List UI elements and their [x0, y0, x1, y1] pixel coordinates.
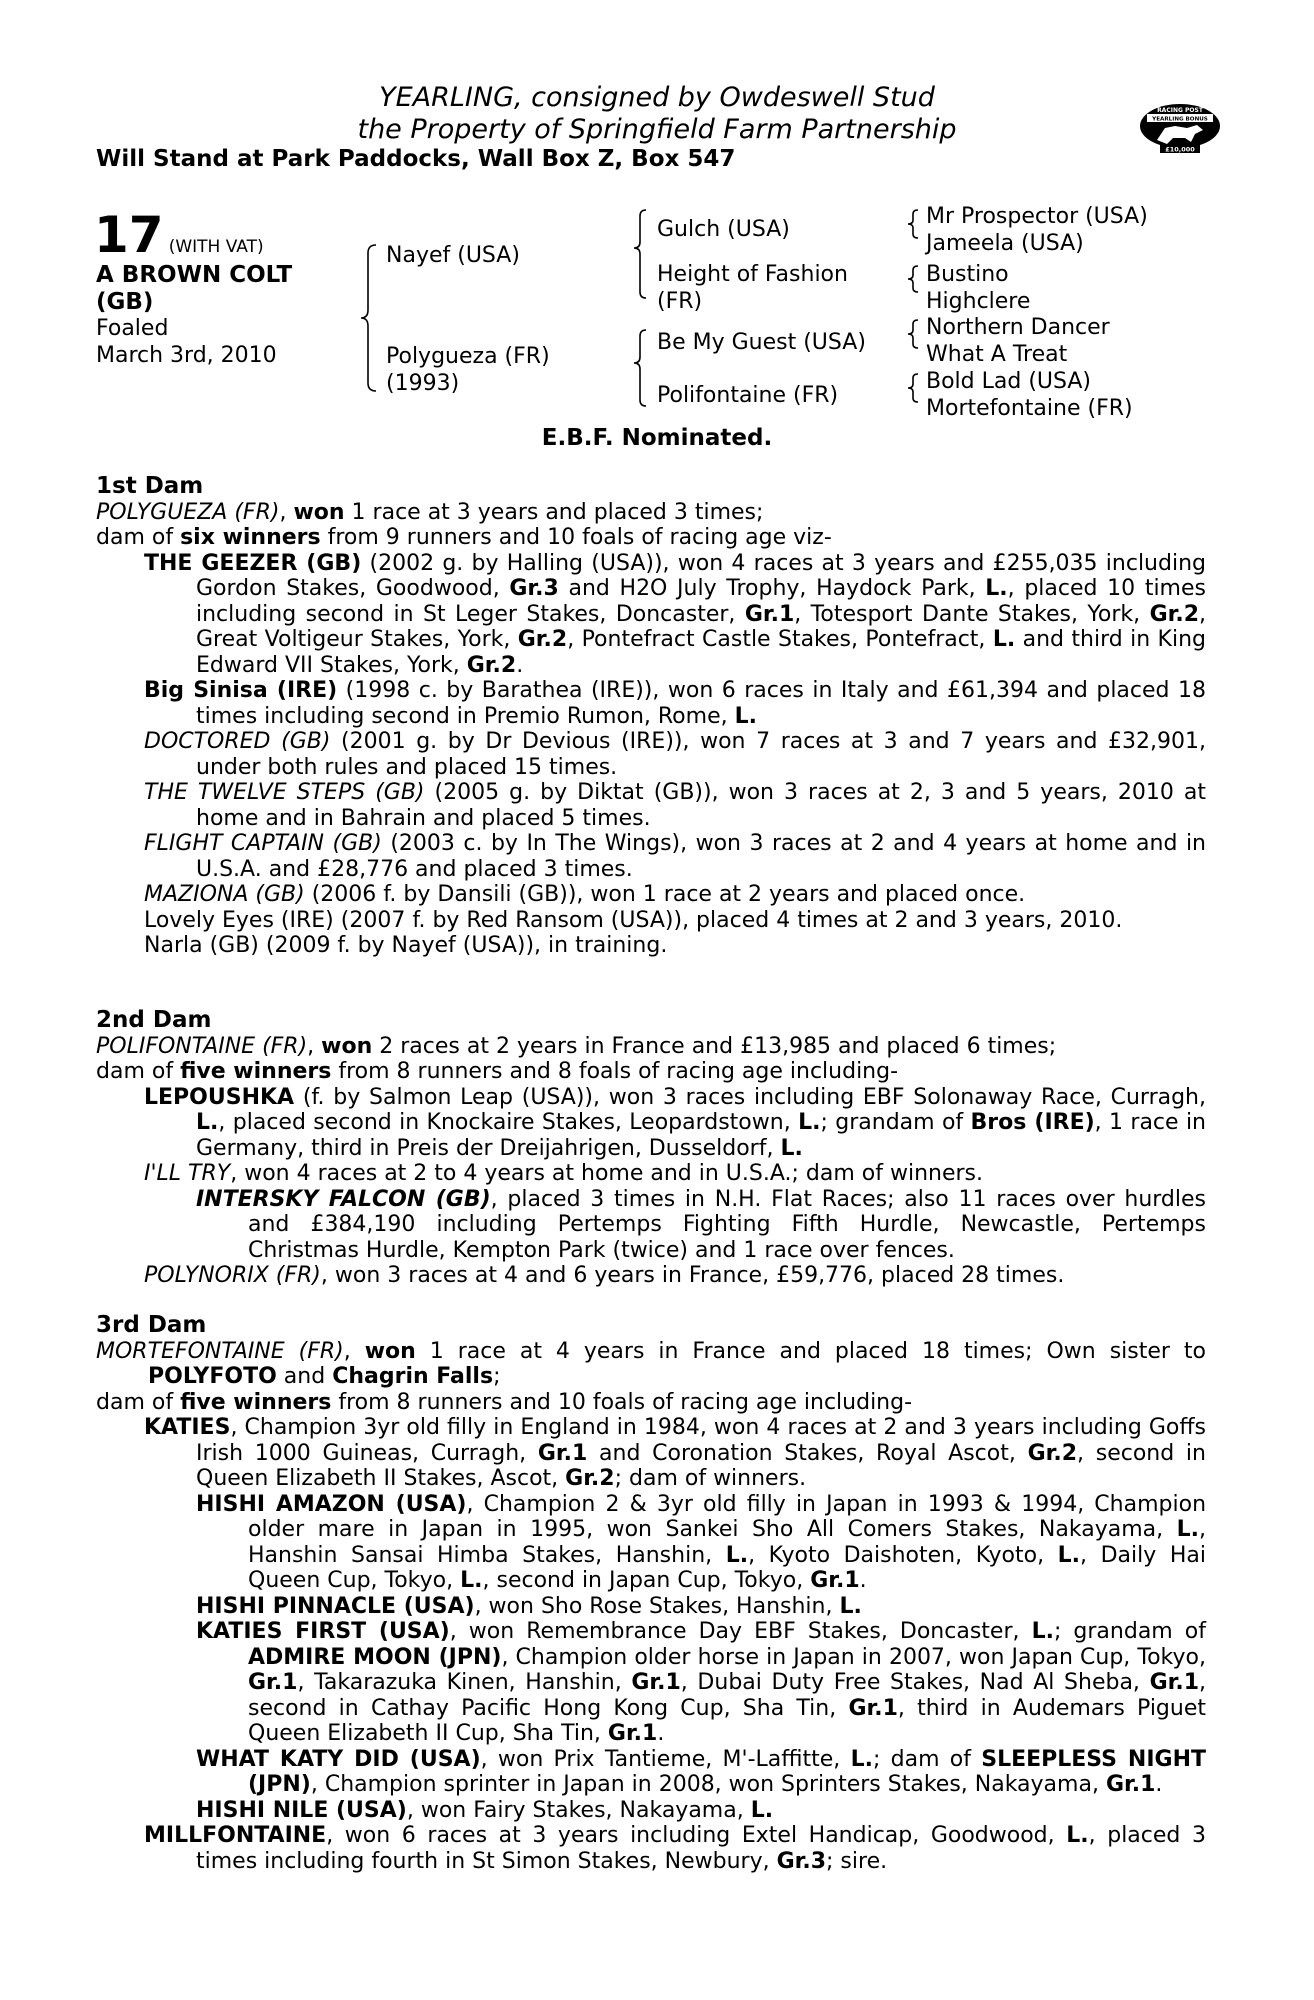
third-dam-section: 3rd Dam MORTEFONTAINE (FR), won 1 race at 4 years in France and placed 18 times; Own sister to POLYFOTO and Chagrin Falls; dam of five winners from 8 runners and 10 foals of racing age including- KATIES, Champion 3yr old filly in England in 1984, won 4 races at 2 and 3 years including Goffs Irish 1000 Guineas, Curragh, Gr.1 and Coronation Stakes, Royal Ascot, Gr.2, second in Queen Elizabeth II Stakes, Ascot, Gr.2; dam of winners. HISHI AMAZON (USA), Champion 2 & 3yr old filly in Japan in 1993 & 1994, Champion older mare in Japan in 1995, won Sankei Sho All Comers Stakes, Nakayama, L., Hanshin Sansai Himba Stakes, Hanshin, L., Kyoto Daishoten, Kyoto, L., Daily Hai Queen Cup, Tokyo, L., second in Japan Cup, Tokyo, Gr.1. HISHI PINNACLE (USA), won Sho Rose Stakes, Hanshin, L. KATIES FIRST (USA), won Remembrance Day EBF Stakes, Doncaster, L.; grandam of ADMIRE MOON (JPN), Champion older horse in Japan in 2007, won Japan Cup, Tokyo, Gr.1, Takarazuka Kinen, Hanshin, Gr.1, Dubai Duty Free Stakes, Nad Al Sheba, Gr.1, second in Cathay Pacific Hong Kong Cup, Sha Tin, Gr.1, third in Audemars Piguet Queen Elizabeth II Cup, Sha Tin, Gr.1. WHAT KATY DID (USA), won Prix Tantieme, M'-Laffitte, L.; dam of SLEEPLESS NIGHT (JPN), Champion sprinter in Japan in 2008, won Sprinters Stakes, Nakayama, Gr.1. HISHI NILE (USA), won Fairy Stakes, Nakayama, L. MILLFONTAINE, won 6 races at 3 years including Extel Handicap, Goodwood, L., placed 3 times including fourth in St Simon Stakes, Newbury, Gr.3; sire. [96, 1312, 1207, 1874]
vat-label: (WITH VAT) [168, 237, 264, 257]
sire: Nayef (USA) [386, 243, 520, 268]
produce-entry: THE GEEZER (GB) (2002 g. by Halling (USA)), won 4 races at 3 years and £255,035 including Gordon Stakes, Goodwood, Gr.3 and H2O July Trophy, Haydock Park, L., placed 10 times including second in St Leger Stakes, Doncaster, Gr.1, Totesport Dante Stakes, York, Gr.2, Great Voltigeur Stakes, York, Gr.2, Pontefract Castle Stakes, Pontefract, L. and third in King Edward VII Stakes, York, Gr.2. [144, 550, 1206, 678]
sdd: Highclere [926, 289, 1031, 314]
first-dam-heading: 1st Dam [96, 473, 204, 499]
produce-entry: Big Sinisa (IRE) (1998 c. by Barathea (IRE)), won 6 races in Italy and £61,394 and placed 18 times including second in Premio Rumon, Rome, L. [144, 678, 1206, 729]
produce-entry: MAZIONA (GB) (2006 f. by Dansili (GB)), won 1 race at 2 years and placed once. [144, 882, 1026, 907]
produce-entry: MILLFONTAINE, won 6 races at 3 years including Extel Handicap, Goodwood, L., placed 3 times including fourth in St Simon Stakes, Newbury, Gr.3; sire. [144, 1823, 1206, 1874]
first-dam-name: POLYGUEZA (FR) [96, 499, 280, 525]
foaled-label: Foaled [96, 316, 169, 341]
logo-amount: £10,000 [1165, 145, 1195, 154]
produce-entry: DOCTORED (GB) (2001 g. by Dr Devious (IRE)), won 7 races at 3 and 7 years and £32,901, under both rules and placed 15 times. [144, 729, 1206, 780]
dsd: What A Treat [926, 342, 1068, 367]
sire-of-dam: Be My Guest (USA) [657, 330, 866, 355]
produce-entry: I'LL TRY, won 4 races at 2 to 4 years at home and in U.S.A.; dam of winners. [144, 1161, 983, 1186]
logo-mid-text: YEARLING BONUS [1152, 116, 1208, 123]
produce-entry: KATIES, Champion 3yr old filly in England in 1984, won 4 races at 2 and 3 years including Goffs Irish 1000 Guineas, Curragh, Gr.1 and Coronation Stakes, Royal Ascot, Gr.2, second in Queen Elizabeth II Stakes, Ascot, Gr.2; dam of winners. [144, 1415, 1206, 1491]
produce-entry: POLYNORIX (FR), won 3 races at 4 and 6 years in France, £59,776, placed 28 times. [144, 1263, 1065, 1288]
produce-entry-grandchild: INTERSKY FALCON (GB), placed 3 times in N.H. Flat Races; also 11 races over hurdles and £384,190 including Pertemps Fighting Fifth Hurdle, Newcastle, Pertemps Christmas Hurdle, Kempton Park (twice) and 1 race over fences. [196, 1186, 1206, 1263]
ssd: Jameela (USA) [926, 231, 1084, 256]
produce-entry-grandchild: HISHI AMAZON (USA), Champion 2 & 3yr old filly in Japan in 1993 & 1994, Champion older mare in Japan in 1995, won Sankei Sho All Comers Stakes, Nakayama, L., Hanshin Sansai Himba Stakes, Hanshin, L., Kyoto Daishoten, Kyoto, L., Daily Hai Queen Cup, Tokyo, L., second in Japan Cup, Tokyo, Gr.1. [196, 1491, 1207, 1593]
produce-entry-grandchild: KATIES FIRST (USA), won Remembrance Day EBF Stakes, Doncaster, L.; grandam of ADMIRE MOON (JPN), Champion older horse in Japan in 2007, won Japan Cup, Tokyo, Gr.1, Takarazuka Kinen, Hanshin, Gr.1, Dubai Duty Free Stakes, Nad Al Sheba, Gr.1, second in Cathay Pacific Hong Kong Cup, Sha Tin, Gr.1, third in Audemars Piguet Queen Elizabeth II Cup, Sha Tin, Gr.1. [196, 1619, 1207, 1746]
ebf-nominated: E.B.F. Nominated. [541, 425, 773, 451]
dam-year: (1993) [386, 371, 460, 396]
sds: Bustino [926, 262, 1009, 287]
stand-location: Will Stand at Park Paddocks, Wall Box Z, Box 547 [96, 146, 736, 172]
third-dam-heading: 3rd Dam [96, 1312, 207, 1338]
dam-of-dam: Polifontaine (FR) [657, 383, 839, 408]
dam: Polygueza (FR) [386, 344, 550, 369]
dam-of-sire: Height of Fashion [657, 262, 848, 287]
produce-entry: THE TWELVE STEPS (GB) (2005 g. by Diktat (GB)), won 3 races at 2, 3 and 5 years, 2010 at home and in Bahrain and placed 5 times. [144, 780, 1206, 831]
second-dam-name: POLIFONTAINE (FR) [96, 1033, 308, 1059]
ddd: Mortefontaine (FR) [926, 396, 1133, 421]
lot-origin: (GB) [96, 289, 154, 315]
lot-number: 17 [94, 206, 164, 264]
logo-top-text: RACING POST [1157, 107, 1203, 114]
lot-description: A BROWN COLT [96, 262, 293, 288]
dss: Northern Dancer [926, 315, 1110, 340]
sire-of-sire: Gulch (USA) [657, 217, 790, 242]
header-line-2: the Property of Springfield Farm Partnership [357, 114, 957, 145]
produce-entry-grandchild: WHAT KATY DID (USA), won Prix Tantieme, M'-Laffitte, L.; dam of SLEEPLESS NIGHT (JPN), Champion sprinter in Japan in 2008, won Sprinters Stakes, Nakayama, Gr.1. [196, 1746, 1207, 1797]
produce-entry-grandchild: HISHI NILE (USA), won Fairy Stakes, Nakayama, L. [196, 1797, 774, 1823]
produce-entry: Lovely Eyes (IRE) (2007 f. by Red Ransom (USA)), placed 4 times at 2 and 3 years, 2010. [144, 907, 1123, 933]
first-dam-section: 1st Dam POLYGUEZA (FR), won 1 race at 3 years and placed 3 times; dam of six winners from 9 runners and 10 foals of racing age viz- THE GEEZER (GB) (2002 g. by Halling (USA)), won 4 races at 3 years and £255,035 including Gordon Stakes, Goodwood, Gr.3 and H2O July Trophy, Haydock Park, L., placed 10 times including second in St Leger Stakes, Doncaster, Gr.1, Totesport Dante Stakes, York, Gr.2, Great Voltigeur Stakes, York, Gr.2, Pontefract Castle Stakes, Pontefract, L. and third in King Edward VII Stakes, York, Gr.2. Big Sinisa (IRE) (1998 c. by Barathea (IRE)), won 6 races in Italy and £61,394 and placed 18 times including second in Premio Rumon, Rome, L. DOCTORED (GB) (2001 g. by Dr Devious (IRE)), won 7 races at 3 and 7 years and £32,901, under both rules and placed 15 times. THE TWELVE STEPS (GB) (2005 g. by Diktat (GB)), won 3 races at 2, 3 and 5 years, 2010 at home and in Bahrain and placed 5 times. FLIGHT CAPTAIN (GB) (2003 c. by In The Wings), won 3 races at 2 and 4 years at home and in U.S.A. and £28,776 and placed 3 times. MAZIONA (GB) (2006 f. by Dansili (GB)), won 1 race at 2 years and placed once. Lovely Eyes (IRE) (2007 f. by Red Ransom (USA)), placed 4 times at 2 and 3 years, 2010. Narla (GB) (2009 f. by Nayef (USA)), in training. [96, 473, 1206, 958]
second-dam-heading: 2nd Dam [96, 1007, 212, 1033]
third-dam-name: MORTEFONTAINE (FR) [96, 1338, 344, 1364]
produce-entry: FLIGHT CAPTAIN (GB) (2003 c. by In The Wings), won 3 races at 2 and 4 years at home and in U.S.A. and £28,776 and placed 3 times. [144, 831, 1206, 882]
dds: Bold Lad (USA) [926, 369, 1092, 394]
produce-entry: LEPOUSHKA (f. by Salmon Leap (USA)), won 3 races including EBF Solonaway Race, Curragh, L., placed second in Knockaire Stakes, Leopardstown, L.; grandam of Bros (IRE), 1 race in Germany, third in Preis der Dreijahrigen, Dusseldorf, L. [144, 1084, 1206, 1161]
header-line-1: YEARLING, consigned by Owdeswell Stud [379, 82, 935, 113]
second-dam-section: 2nd Dam POLIFONTAINE (FR), won 2 races at 2 years in France and £13,985 and placed 6 times; dam of five winners from 8 runners and 8 foals of racing age including- LEPOUSHKA (f. by Salmon Leap (USA)), won 3 races including EBF Solonaway Race, Curragh, L., placed second in Knockaire Stakes, Leopardstown, L.; grandam of Bros (IRE), 1 race in Germany, third in Preis der Dreijahrigen, Dusseldorf, L. I'LL TRY, won 4 races at 2 to 4 years at home and in U.S.A.; dam of winners. INTERSKY FALCON (GB), placed 3 times in N.H. Flat Races; also 11 races over hurdles and £384,190 including Pertemps Fighting Fifth Hurdle, Newcastle, Pertemps Christmas Hurdle, Kempton Park (twice) and 1 race over fences. POLYNORIX (FR), won 3 races at 4 and 6 years in France, £59,776, placed 28 times. [96, 1007, 1206, 1288]
dam-of-sire-origin: (FR) [657, 289, 703, 314]
sss: Mr Prospector (USA) [926, 204, 1148, 229]
foaled-date: March 3rd, 2010 [96, 343, 277, 368]
produce-entry: Narla (GB) (2009 f. by Nayef (USA)), in training. [144, 933, 668, 958]
produce-entry-grandchild: HISHI PINNACLE (USA), won Sho Rose Stakes, Hanshin, L. [196, 1593, 862, 1619]
